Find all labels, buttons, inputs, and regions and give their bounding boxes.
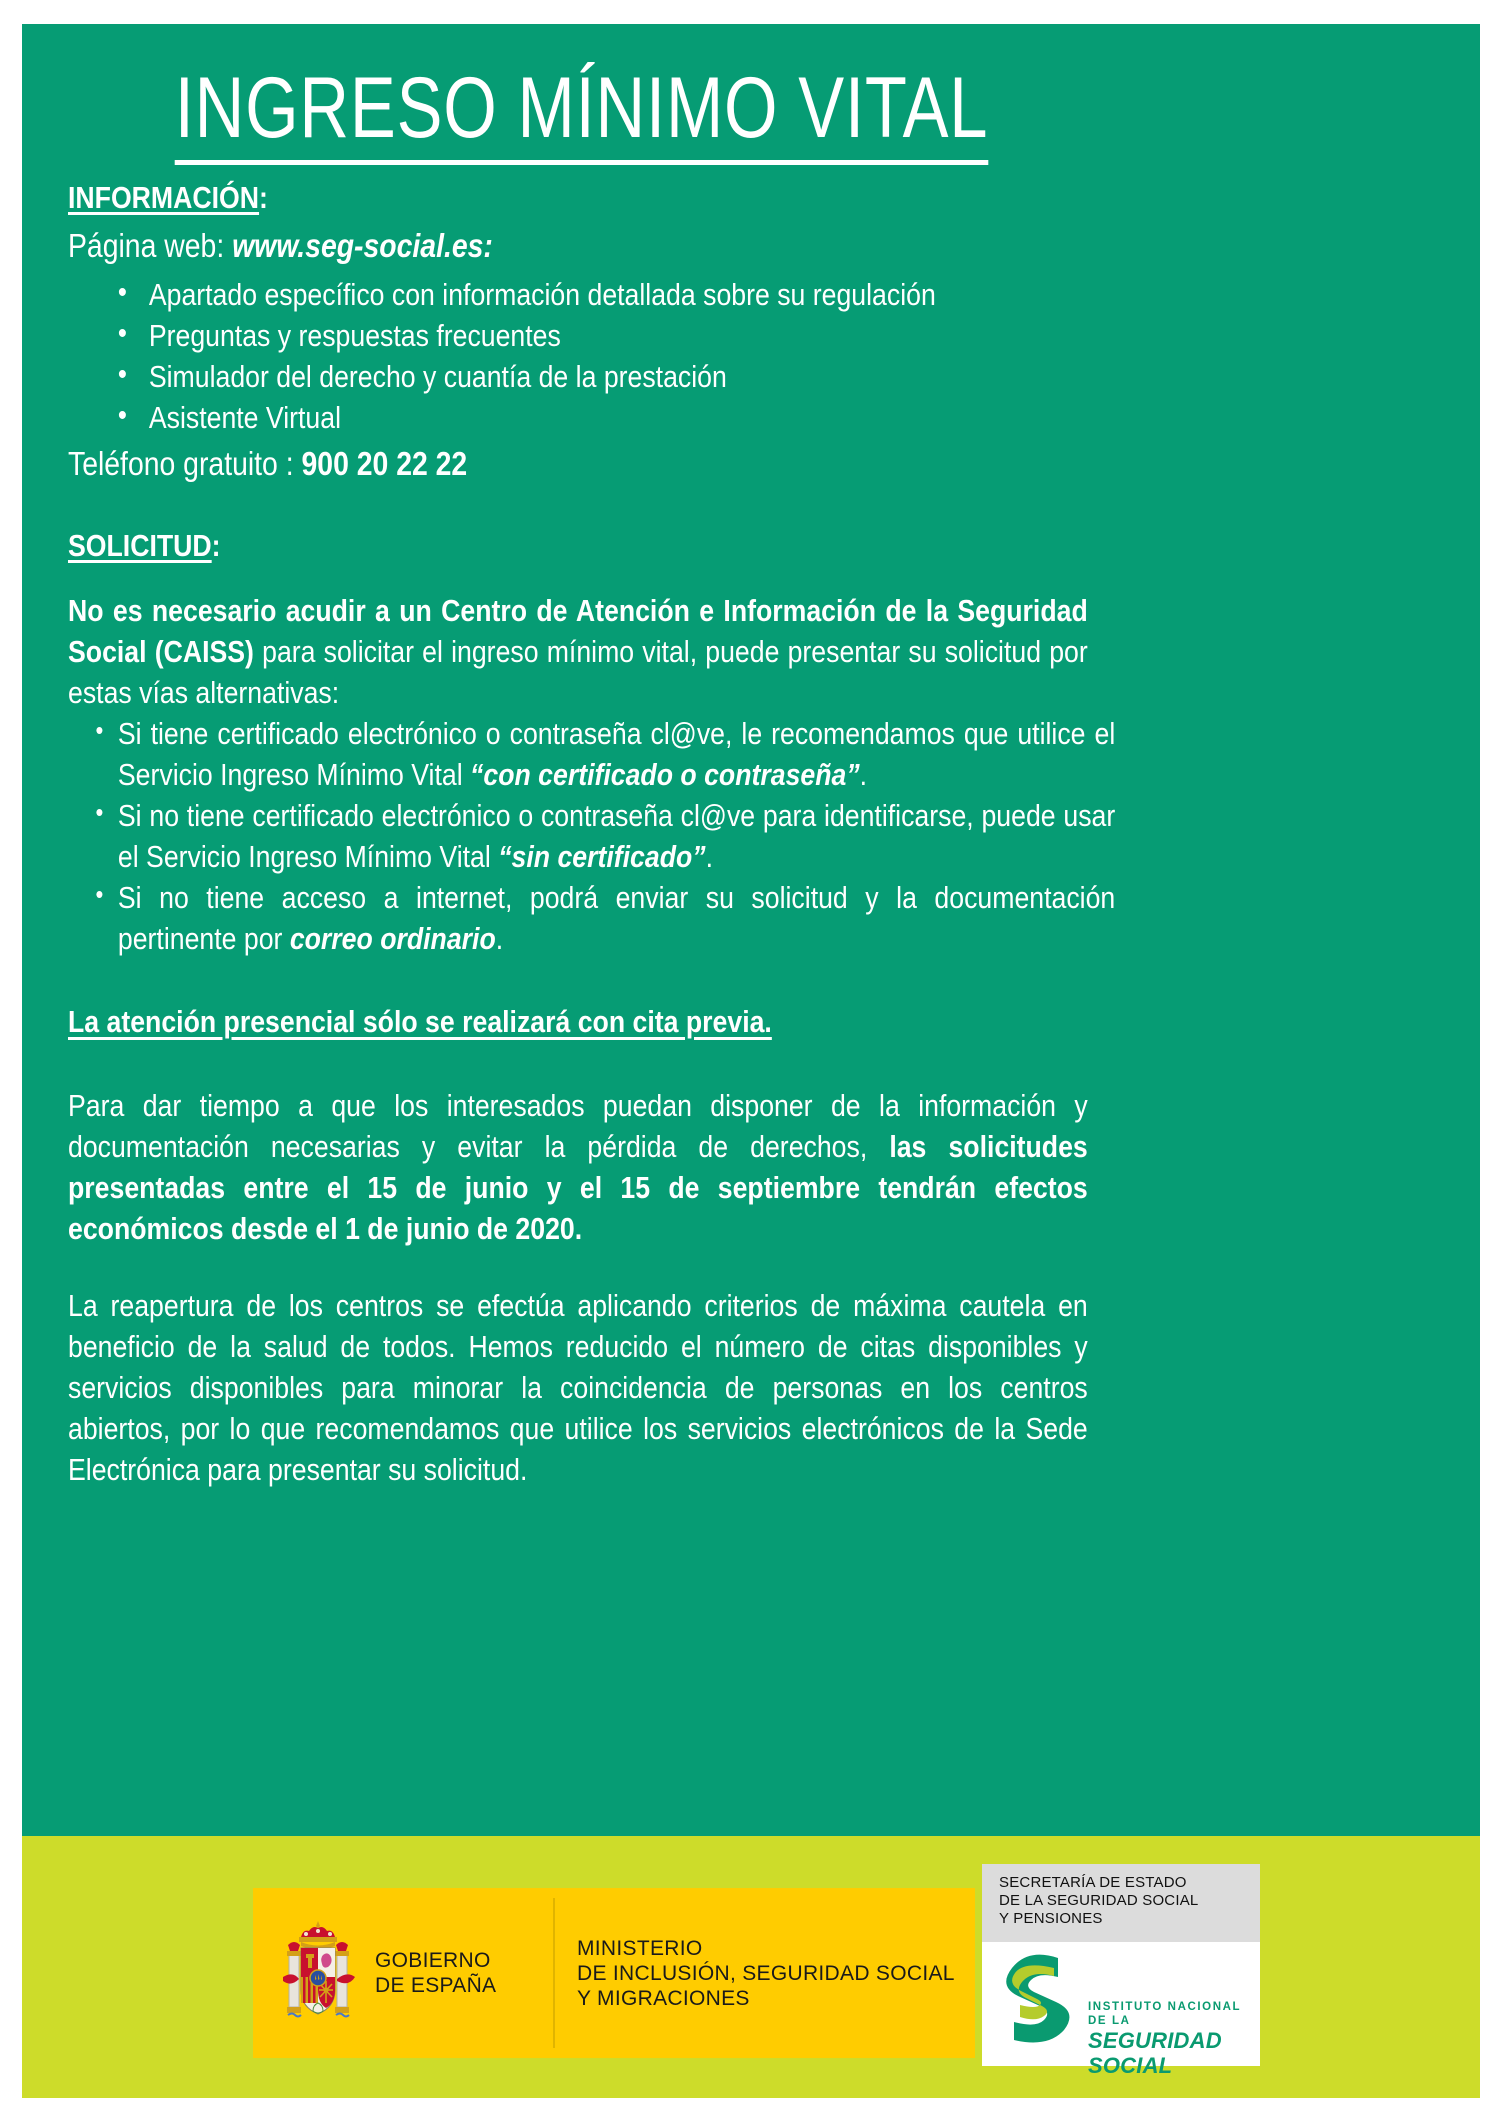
secretaria-line-3: Y PENSIONES bbox=[999, 1910, 1103, 1927]
secretaria-line-1: SECRETARÍA DE ESTADO bbox=[999, 1874, 1187, 1891]
list-item-text-a: Si no tiene certificado electrónico o contraseña cl@ve para identificarse, puede usar el Servicio Ingreso Mínimo Vital bbox=[117, 798, 1116, 874]
solicitud-heading bbox=[68, 524, 1088, 568]
list-item bbox=[96, 713, 1116, 795]
ministerio-text bbox=[555, 1936, 955, 2011]
solicitud-intro-rest: para solicitar el ingreso mínimo vital, puede presentar su solicitud por estas vías alternativas: bbox=[68, 634, 1088, 710]
paragraph-plazos-bold: las solicitudes presentadas entre el 15 de junio y el 15 de septiembre tendrán efectos económicos desde el 1 de junio de 2020. bbox=[68, 1129, 1088, 1246]
paragraph-reapertura: La reapertura de los centros se efectúa aplicando criterios de máxima cautela en beneficio de la salud de todos. Hemos reducido el número de citas disponibles y servicios disponibles para minorar la coincidencia de personas en los centros abiertos, por lo que recomendamos que utilice los servicios electrónicos de la Sede Electrónica para presentar su solicitud. bbox=[68, 1288, 1088, 1487]
main-green-panel bbox=[22, 24, 1480, 1836]
list-item-emphasis: “sin certificado” bbox=[498, 839, 706, 874]
informacion-heading-colon: : bbox=[259, 180, 268, 215]
informacion-heading bbox=[68, 176, 1088, 220]
solicitud-heading-label: SOLICITUD bbox=[68, 528, 212, 563]
gobierno-line-1: GOBIERNO bbox=[375, 1949, 491, 1972]
gobierno-group bbox=[253, 1915, 553, 2031]
spain-coat-of-arms-icon bbox=[275, 1915, 361, 2031]
spacer bbox=[68, 570, 1078, 590]
solicitud-intro-paragraph bbox=[68, 590, 1088, 713]
list-item-text-b: . bbox=[859, 757, 868, 792]
ministerio-line-2: DE INCLUSIÓN, SEGURIDAD SOCIAL bbox=[577, 1961, 955, 1985]
phone-line bbox=[68, 440, 1088, 488]
solicitud-heading-colon: : bbox=[211, 528, 221, 563]
solicitud-intro-bold: No es necesario acudir a un Centro de Atención e Información de la Seguridad Social (CAISS) bbox=[68, 593, 1088, 669]
gobierno-text bbox=[375, 1948, 496, 1998]
list-item-text-b: . bbox=[705, 839, 714, 874]
informacion-heading-label: INFORMACIÓN bbox=[68, 180, 260, 215]
poster-content bbox=[68, 176, 1116, 1490]
seguridad-social-logo-icon bbox=[996, 1946, 1080, 2058]
list-item: • Simulador del derecho y cuantía de la prestación bbox=[118, 356, 1138, 397]
list-item-text-a: Si no tiene acceso a internet, podrá enviar su solicitud y la documentación pertinente por bbox=[117, 880, 1116, 956]
list-item-text-b: . bbox=[495, 921, 504, 956]
spacer bbox=[68, 959, 1078, 1001]
spacer bbox=[68, 1043, 1078, 1085]
list-item bbox=[96, 877, 1116, 959]
poster-title-container bbox=[22, 60, 1142, 165]
inss-logo-block bbox=[982, 1864, 1260, 2078]
list-item-emphasis: correo ordinario bbox=[289, 921, 496, 956]
list-item-text-a: Si tiene certificado electrónico o contraseña cl@ve, le recomendamos que utilice el Servicio Ingreso Mínimo Vital bbox=[117, 716, 1116, 792]
web-line bbox=[68, 222, 1088, 270]
phone-number: 900 20 22 22 bbox=[301, 445, 468, 482]
phone-label: Teléfono gratuito : bbox=[68, 445, 302, 482]
list-item: • Apartado específico con información detallada sobre su regulación bbox=[118, 274, 1138, 315]
solicitud-bullet-list bbox=[68, 713, 1115, 959]
ministerio-line-3: Y MIGRACIONES bbox=[577, 1986, 750, 2010]
web-site[interactable]: www.seg-social.es: bbox=[232, 227, 493, 264]
inss-logo-area bbox=[982, 1942, 1260, 2078]
cita-previa-notice: La atención presencial sólo se realizará con cita previa. bbox=[68, 1004, 772, 1039]
list-item-emphasis: “con certificado o contraseña” bbox=[470, 757, 860, 792]
web-label: Página web: bbox=[68, 227, 233, 264]
ministerio-line-1: MINISTERIO bbox=[577, 1936, 703, 1960]
secretaria-estado-text bbox=[982, 1864, 1260, 1942]
paragraph-plazos-normal: Para dar tiempo a que los interesados puedan disponer de la información y documentación necesarias y evitar la pérdida de derechos, bbox=[68, 1088, 1088, 1164]
gobierno-ministerio-block bbox=[253, 1888, 975, 2058]
informacion-bullet-list bbox=[68, 274, 1138, 438]
list-item bbox=[96, 795, 1116, 877]
page-title: INGRESO MÍNIMO VITAL bbox=[175, 60, 989, 165]
list-item: • Asistente Virtual bbox=[118, 397, 1138, 438]
list-item: • Preguntas y respuestas frecuentes bbox=[118, 315, 1138, 356]
secretaria-line-2: DE LA SEGURIDAD SOCIAL bbox=[999, 1892, 1199, 1909]
gobierno-line-2: DE ESPAÑA bbox=[375, 1974, 497, 1997]
spacer bbox=[68, 1249, 1078, 1285]
inss-small-text: INSTITUTO NACIONAL DE LA bbox=[1088, 2001, 1241, 2027]
paragraph-plazos bbox=[68, 1085, 1088, 1249]
inss-big-text: SEGURIDAD SOCIAL bbox=[1088, 2028, 1222, 2078]
spacer bbox=[68, 488, 1078, 524]
inss-wordmark bbox=[1088, 2000, 1260, 2078]
